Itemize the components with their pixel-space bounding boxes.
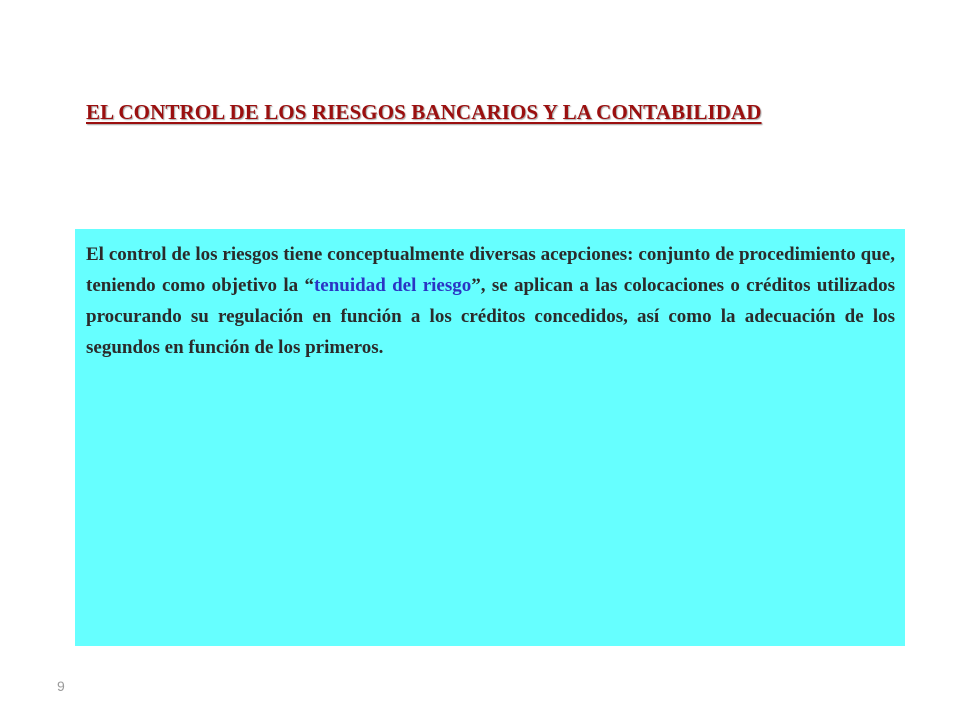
highlighted-term: tenuidad del riesgo (313, 275, 472, 296)
content-box (75, 229, 905, 646)
slide-title: EL CONTROL DE LOS RIESGOS BANCARIOS Y LA CONTABILIDAD (86, 100, 762, 124)
page-number: 9 (57, 678, 65, 694)
paragraph-text-start: El control de los riesgos tiene conceptualmente diversas acepciones: conjunto de procedimiento que, teniendo como objetivo la “ (86, 244, 895, 296)
content-paragraph (86, 239, 895, 363)
paragraph-text-end: ”, se aplican a las colocaciones o créditos utilizados procurando su regulación en función a los créditos concedidos, así como la adecuación de los segundos en función de los primeros. (86, 275, 895, 358)
